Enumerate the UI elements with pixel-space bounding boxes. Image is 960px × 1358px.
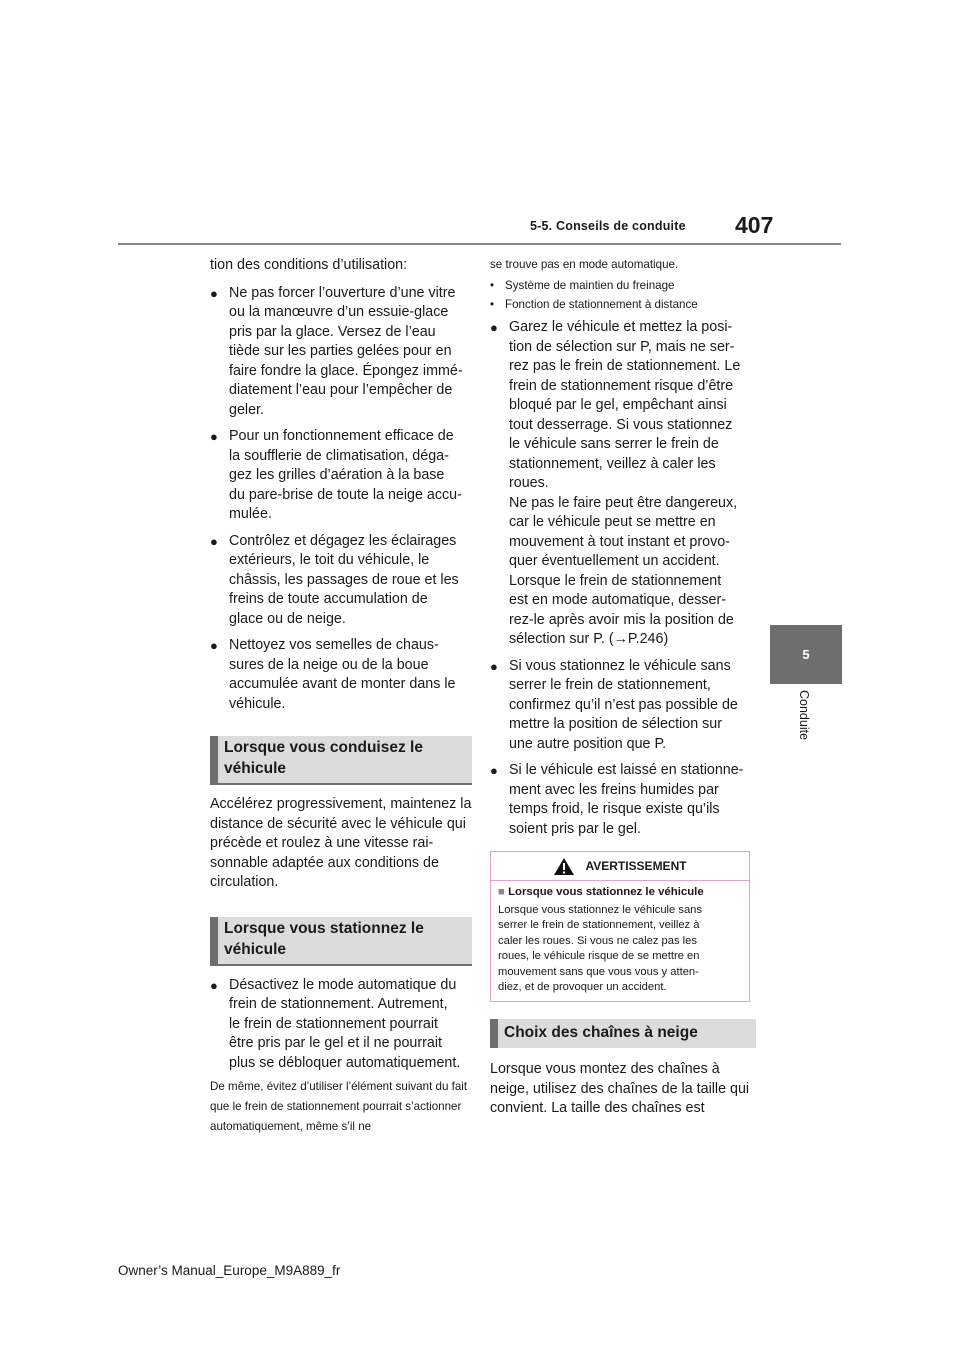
chapter-number: 5 (802, 647, 810, 662)
note-continuation: se trouve pas en mode automatique. (490, 258, 679, 271)
bullet-icon: ● (210, 285, 218, 301)
list-item-text: Système de maintien du freinage (505, 279, 675, 292)
sub-bullet-icon: • (490, 279, 495, 292)
section-heading-drive (210, 736, 472, 785)
list-item (490, 657, 752, 755)
list-item (210, 636, 472, 714)
warning-title: AVERTISSEMENT (585, 859, 687, 873)
left-column (210, 256, 472, 1137)
list-item-text: Pour un fonctionnement efficace de la soufflerie de climatisation, déga- gez les grilles d’aération à la base du pare-brise de toute la neige accu- mulée. (229, 428, 462, 522)
section-title: 5-5. Conseils de conduite (530, 219, 686, 233)
warning-box (490, 851, 750, 1002)
list-item (490, 761, 752, 839)
chains-paragraph: Lorsque vous montez des chaînes à neige, utilisez des chaînes de la taille qui convient. La taille des chaînes est (490, 1061, 750, 1117)
drive-paragraph: Accélérez progressivement, maintenez la distance de sécurité avec le véhicule qui précède et roulez à une vitesse rai-sonnable adaptée aux conditions de circulation. (210, 796, 472, 890)
intro-text: tion des conditions d’utilisation: (210, 257, 408, 273)
bullet-icon: ● (210, 533, 218, 549)
list-item-text: Si le véhicule est laissé en stationne- ment avec les freins humides par temps froid, le risque existe qu’ils soient pris par le gel. (509, 762, 744, 837)
bullet-icon: ● (490, 658, 498, 674)
chapter-label (794, 690, 814, 770)
list-item-text: Fonction de stationnement à distance (505, 298, 698, 311)
list-item-text: Garez le véhicule et mettez la posi- tion de sélection sur P, mais ne ser- rez pas le frein de stationnement. Le frein de stationnement risque d’être bloqué par le gel, empêchant ainsi tout desserrage. Si vous stationnez le véhicule sans serrer le frein de stationnement, veillez à caler les roues. Ne pas le faire peut être dangereux, car le véhicule peut se mettre en mouvement à tout instant et provo- quer éventuellement un accident. Lorsque le frein de stationnement est en mode automatique, desser- rez-le après avoir mis la position de sélection sur P. (→P.246) (509, 319, 741, 647)
list-item-text: Contrôlez et dégagez les éclairages extérieurs, le toit du véhicule, le châssis, les passages de roue et les freins de toute accumulation de glace ou de neige. (229, 532, 459, 627)
bullet-icon: ● (210, 638, 218, 653)
right-column (490, 256, 752, 1119)
bullet-icon: ● (210, 977, 218, 993)
warning-header (491, 852, 749, 881)
sub-bullet-icon: • (490, 298, 495, 311)
bullet-icon: ● (490, 763, 498, 778)
chapter-tab[interactable] (770, 625, 842, 684)
list-item (490, 276, 752, 295)
header-divider (118, 243, 841, 245)
heading-text: Lorsque vous conduisez le véhicule (224, 739, 423, 777)
park-note: De même, évitez d’utiliser l’élément suivant du fait que le frein de stationnement pourrait s’actionner automatiquement, même s’il ne (210, 1080, 468, 1133)
list-item-text: Nettoyez vos semelles de chaus- sures de la neige ou de la boue accumulée avant de monter dans le véhicule. (229, 637, 456, 712)
list-item-text: Si vous stationnez le véhicule sans serrer le frein de stationnement, confirmez qu’il n’est pas possible de mettre la position de sélection sur une autre position que P. (509, 657, 738, 752)
list-item (210, 427, 472, 525)
list-item (210, 284, 472, 421)
page-number: 407 (735, 212, 774, 238)
square-bullet-icon: ■ (498, 886, 505, 898)
warning-subtitle (498, 885, 742, 900)
list-item (490, 295, 752, 314)
list-item-text: Ne pas forcer l’ouverture d’une vitre ou la manœuvre d’un essuie-glace pris par la glace. Versez de l’eau tiède sur les parties gelées pour en faire fondre la glace. Épongez immé- diatement l’eau pour l’empêcher de geler. (229, 284, 463, 418)
warning-triangle-icon (553, 857, 575, 876)
warning-text: Lorsque vous stationnez le véhicule sans serrer le frein de stationnement, veillez à caler les roues. Si vous ne calez pas les roues, le véhicule risque de se mettre en mouvement sans que vous vous y atten- diez, et de provoquer un accident. (498, 904, 702, 994)
bullet-icon: ● (490, 320, 498, 335)
section-heading-chains (490, 1019, 756, 1048)
list-item (210, 976, 472, 1074)
list-item (490, 318, 752, 650)
bullet-icon: ● (210, 429, 218, 444)
list-item-text: Désactivez le mode automatique du frein de stationnement. Autrement, le frein de stationnement pourrait être pris par le gel et il ne pourrait plus se débloquer automatiquement. (229, 976, 461, 1071)
heading-text: Choix des chaînes à neige (504, 1024, 698, 1042)
section-heading-park (210, 917, 472, 966)
list-item (210, 532, 472, 630)
warning-body (491, 881, 749, 1001)
chapter-label-text: Conduite (797, 690, 811, 741)
warning-subtitle-text: Lorsque vous stationnez le véhicule (508, 886, 704, 898)
footer-text: Owner’s Manual_Europe_M9A889_fr (118, 1263, 341, 1278)
heading-text: Lorsque vous stationnez le véhicule (224, 919, 424, 958)
